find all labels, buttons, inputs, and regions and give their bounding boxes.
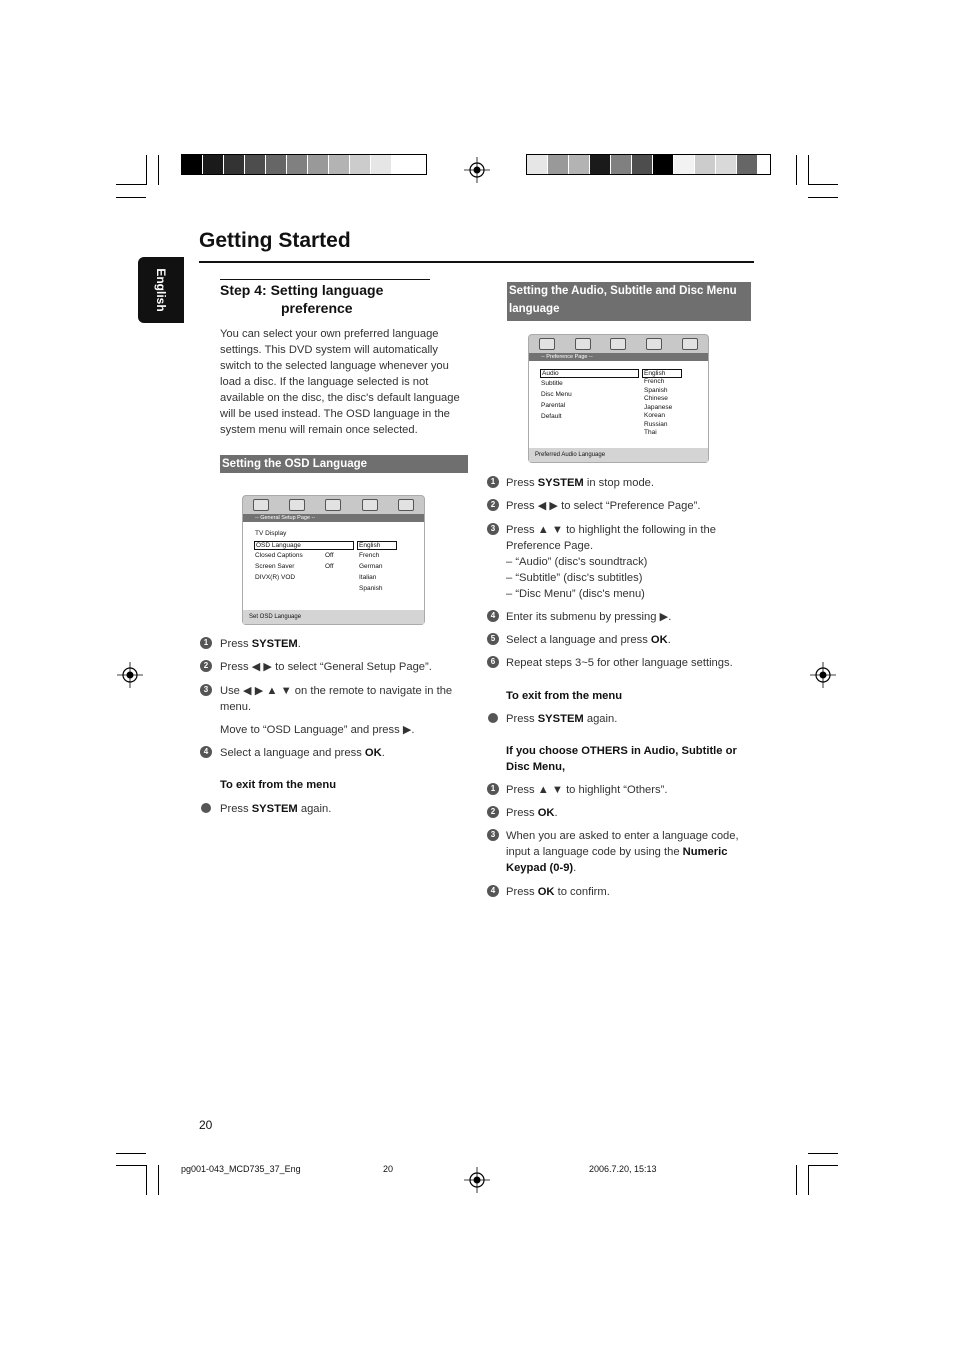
crop-mark — [808, 155, 809, 185]
step-number: 4 — [200, 746, 212, 758]
crop-mark — [158, 155, 159, 185]
step-number: 1 — [487, 476, 499, 488]
step-text: Press ◀ ▶ to select “Preference Page”. — [506, 500, 701, 512]
step-text: Select a language and press OK. — [220, 747, 385, 759]
intro-paragraph: You can select your own preferred language settings. This DVD system will automatically switch to the selected language whenever you load a disc. If the language selected is not available on the disc, the disc's default language will be used instead. The OSD language in the system menu will remain once selected. — [220, 328, 460, 436]
page-title: Getting Started — [199, 229, 351, 252]
footer-page: 20 — [383, 1164, 394, 1174]
lock-icon — [398, 499, 414, 511]
menu-option: Russian — [644, 421, 668, 428]
menu-option: Thai — [644, 429, 657, 436]
menu-option: German — [359, 563, 383, 570]
menu-value: Off — [325, 563, 334, 570]
menu-option: Chinese — [644, 395, 668, 402]
step-title-line: Step 4: Setting language — [220, 282, 384, 298]
step-text: Press OK. — [506, 807, 558, 819]
step-text: Enter its submenu by pressing ▶. — [506, 611, 672, 623]
crop-mark — [796, 155, 797, 185]
menu-option: Korean — [644, 412, 665, 419]
step-number: 1 — [200, 637, 212, 649]
step-number: 6 — [487, 656, 499, 668]
step-text: Press SYSTEM in stop mode. — [506, 477, 655, 489]
menu-page-label: -- General Setup Page -- — [243, 514, 424, 522]
menu-option: French — [644, 378, 665, 385]
menu-row: TV Display — [255, 530, 287, 537]
sub-item: – “Subtitle” (disc's subtitles) — [506, 572, 643, 584]
menu-option: Spanish — [359, 585, 383, 592]
lock-icon — [682, 338, 698, 350]
registration-crosshair-icon — [464, 1167, 490, 1193]
menu-option: French — [359, 552, 380, 559]
preference-menu-screen — [528, 334, 709, 463]
color-calibration-bar — [181, 154, 427, 175]
section-heading-audio-subtitle: Setting the Audio, Subtitle and Disc Menu language — [507, 282, 751, 321]
footer-filename: pg001-043_MCD735_37_Eng — [181, 1164, 301, 1174]
registration-crosshair-icon — [117, 662, 143, 688]
general-setup-icon — [253, 499, 269, 511]
step-title-rule — [220, 279, 430, 280]
crop-mark — [116, 184, 146, 185]
menu-row: Subtitle — [541, 380, 563, 387]
step-number: 1 — [487, 783, 499, 795]
step-text: Press OK to confirm. — [506, 886, 610, 898]
crop-mark — [158, 1165, 159, 1195]
menu-row: Default — [541, 413, 562, 420]
step-number: 3 — [200, 684, 212, 696]
menu-icon-row — [529, 335, 708, 353]
step-text: Press SYSTEM. — [220, 638, 301, 650]
step-text: Press SYSTEM again. — [506, 713, 618, 725]
menu-value: Off — [325, 552, 334, 559]
exit-menu-heading: To exit from the menu — [220, 779, 337, 791]
crop-mark — [116, 1153, 146, 1154]
step-title-line: preference — [281, 300, 353, 316]
crop-mark — [808, 1165, 809, 1195]
step-text: Repeat steps 3~5 for other language settings. — [506, 657, 733, 669]
step-title — [220, 281, 460, 317]
bullet-icon — [201, 803, 211, 813]
step-number: 3 — [487, 829, 499, 841]
crop-mark — [808, 1165, 838, 1166]
menu-body — [529, 361, 708, 448]
step-number: 2 — [487, 499, 499, 511]
step-number: 2 — [487, 806, 499, 818]
menu-option-selected: English — [642, 369, 682, 378]
audio-setup-icon — [575, 338, 591, 350]
crop-mark — [146, 155, 147, 185]
menu-icon-row — [243, 496, 424, 514]
step-number: 3 — [487, 523, 499, 535]
title-divider — [199, 261, 754, 263]
video-setup-icon — [325, 499, 341, 511]
step-number: 2 — [200, 660, 212, 672]
menu-option-selected: English — [357, 541, 397, 550]
footer-date: 2006.7.20, 15:13 — [589, 1164, 657, 1174]
language-side-tab — [138, 257, 184, 323]
step-number: 4 — [487, 885, 499, 897]
crop-mark — [808, 184, 838, 185]
menu-option: Spanish — [644, 387, 668, 394]
menu-footer: Set OSD Language — [243, 610, 424, 624]
menu-row: Screen Saver — [255, 563, 295, 570]
step-text: Press ▲ ▼ to highlight “Others”. — [506, 784, 668, 796]
menu-option: Japanese — [644, 404, 673, 411]
step-text: Press ▲ ▼ to highlight the following in the Preference Page. — [506, 524, 716, 552]
crop-mark — [808, 197, 838, 198]
step-text: Move to “OSD Language” and press ▶. — [220, 724, 415, 736]
section-heading-osd: Setting the OSD Language — [220, 455, 468, 473]
menu-row-selected: Audio — [540, 369, 639, 378]
step-number: 5 — [487, 633, 499, 645]
menu-page-label: -- Preference Page -- — [529, 353, 708, 361]
step-text: Use ◀ ▶ ▲ ▼ on the remote to navigate in the menu. — [220, 685, 453, 713]
menu-row-selected: OSD Language — [254, 541, 354, 550]
step-text: Press ◀ ▶ to select “General Setup Page”. — [220, 661, 432, 673]
preference-icon — [362, 499, 378, 511]
language-tab-label: English — [154, 268, 168, 312]
registration-crosshair-icon — [810, 662, 836, 688]
preference-icon — [646, 338, 662, 350]
page-number: 20 — [199, 1118, 213, 1132]
menu-row: Closed Captions — [255, 552, 303, 559]
crop-mark — [796, 1165, 797, 1195]
sub-item: – “Disc Menu” (disc's menu) — [506, 588, 645, 600]
crop-mark — [116, 197, 146, 198]
menu-footer: Preferred Audio Language — [529, 448, 708, 462]
menu-row: Parental — [541, 402, 566, 409]
bullet-icon — [488, 713, 498, 723]
audio-setup-icon — [289, 499, 305, 511]
step-text: Select a language and press OK. — [506, 634, 671, 646]
crop-mark — [808, 1153, 838, 1154]
menu-row: DIVX(R) VOD — [255, 574, 296, 581]
sub-item: – “Audio” (disc's soundtrack) — [506, 556, 648, 568]
crop-mark — [116, 1165, 146, 1166]
color-calibration-bar — [526, 154, 771, 175]
step-text: When you are asked to enter a language code, input a language code by using the Numeric Keypad (0-9). — [506, 830, 739, 874]
registration-crosshair-icon — [464, 157, 490, 183]
step-text: Press SYSTEM again. — [220, 803, 332, 815]
menu-option: Italian — [359, 574, 377, 581]
crop-mark — [146, 1165, 147, 1195]
general-setup-icon — [539, 338, 555, 350]
exit-menu-heading: To exit from the menu — [506, 690, 623, 702]
menu-row: Disc Menu — [541, 391, 572, 398]
step-number: 4 — [487, 610, 499, 622]
others-heading: If you choose OTHERS in Audio, Subtitle or Disc Menu, — [506, 745, 737, 773]
osd-menu-screen — [242, 495, 425, 625]
video-setup-icon — [610, 338, 626, 350]
menu-body — [243, 522, 424, 610]
